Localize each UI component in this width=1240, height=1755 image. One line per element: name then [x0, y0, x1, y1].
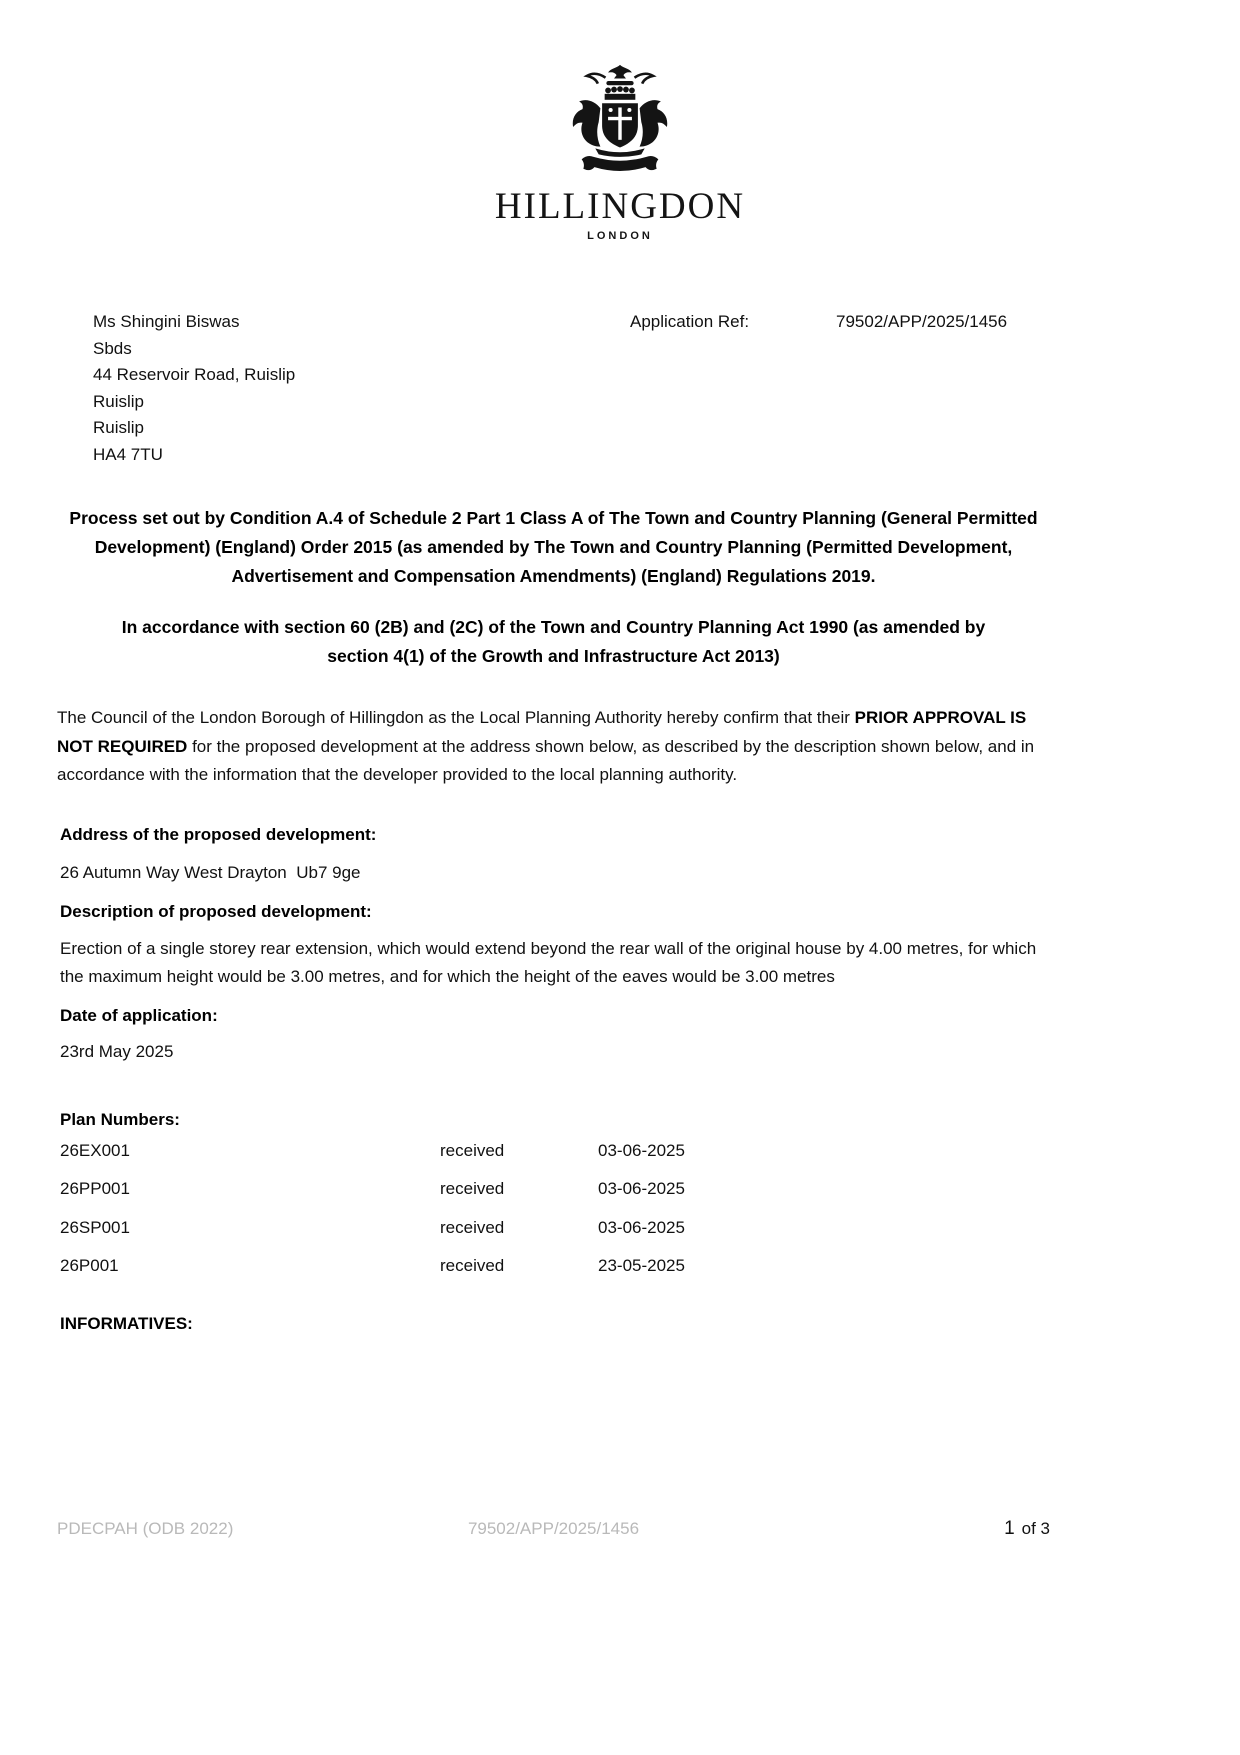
plan-status: received	[440, 1179, 505, 1198]
description-value: Erection of a single storey rear extension, which would extend beyond the rear wall of the original house by 4.00 metres, for which the maximum height would be 3.00 metres, and for which the height of the eaves would be 3.00 metres	[60, 938, 1037, 986]
plan-status: received	[440, 1256, 505, 1275]
plan-date: 03-06-2025	[598, 1179, 685, 1198]
date-value: 23rd May 2025	[60, 1041, 174, 1061]
plan-date: 03-06-2025	[598, 1217, 685, 1237]
org-wordmark: HILLINGDON	[494, 186, 746, 227]
addressee-ref-row	[57, 309, 1050, 468]
plan-status: received	[440, 1140, 505, 1160]
decision-paragraph	[57, 704, 1050, 790]
plan-row	[60, 1215, 1050, 1241]
addressee-line: Ms Shingini Biswas	[93, 312, 240, 331]
document-content	[57, 309, 1050, 1338]
application-ref-value: 79502/APP/2025/1456	[836, 312, 1008, 331]
plan-number: 26P001	[60, 1256, 119, 1275]
plan-row	[60, 1138, 1050, 1164]
plan-status: received	[440, 1217, 505, 1237]
addressee-line: 44 Reservoir Road, Ruislip	[93, 365, 296, 384]
hillingdon-crest-icon	[556, 64, 684, 185]
accordance-heading: In accordance with section 60 (2B) and (2C) of the Town and Country Planning Act 1990 (as amended by section 4(1) of the Growth and Infrastructure Act 2013)	[121, 617, 986, 666]
plan-row	[60, 1176, 1050, 1202]
addressee-line: Ruislip	[93, 391, 145, 411]
plans-section-heading: Plan Numbers:	[60, 1109, 180, 1129]
addressee-line: HA4 7TU	[93, 444, 163, 464]
plan-number: 26SP001	[60, 1217, 130, 1237]
application-ref-label: Application Ref:	[630, 312, 750, 331]
footer-page-number	[719, 1518, 1050, 1540]
org-location-label: LONDON	[587, 230, 653, 242]
footer-page-total: of 3	[1021, 1519, 1050, 1538]
page-footer	[57, 1518, 1050, 1540]
prior-approval-emphasis: PRIOR APPROVAL IS NOT REQUIRED	[57, 708, 1027, 756]
address-section-heading: Address of the proposed development:	[60, 824, 377, 844]
footer-page-current: 1	[1004, 1518, 1015, 1539]
footer-reference: 79502/APP/2025/1456	[467, 1519, 640, 1538]
date-section-heading: Date of application:	[60, 1005, 218, 1025]
plan-number: 26EX001	[60, 1140, 130, 1160]
footer-doc-code: PDECPAH (ODB 2022)	[57, 1519, 234, 1538]
description-section-heading: Description of proposed development:	[60, 901, 372, 921]
informatives-heading: INFORMATIVES:	[60, 1314, 193, 1333]
plan-date: 03-06-2025	[598, 1140, 685, 1160]
decision-text-before: The Council of the London Borough of Hillingdon as the Local Planning Authority hereby confirm that their	[57, 708, 855, 727]
plans-table	[57, 1138, 1050, 1280]
plan-date: 23-05-2025	[598, 1256, 685, 1275]
process-heading: Process set out by Condition A.4 of Schedule 2 Part 1 Class A of The Town and Country Planning (General Permitted Development) (England) Order 2015 (as amended by The Town and Country Planning (Permitted Development, Advertisement and Compensation Amendments) (England) Regulations 2019.	[69, 508, 1038, 586]
application-ref	[630, 309, 1007, 336]
addressee-line: Ruislip	[93, 418, 145, 437]
logo-block	[0, 0, 1240, 243]
addressee-line: Sbds	[93, 338, 132, 358]
decision-text-after: for the proposed development at the address shown below, as described by the description shown below, and in accordance with the information that the developer provided to the local planning authority.	[57, 736, 1035, 784]
plan-number: 26PP001	[60, 1179, 130, 1198]
plan-row	[60, 1253, 1050, 1279]
address-value: 26 Autumn Way West Drayton Ub7 9ge	[60, 862, 361, 882]
